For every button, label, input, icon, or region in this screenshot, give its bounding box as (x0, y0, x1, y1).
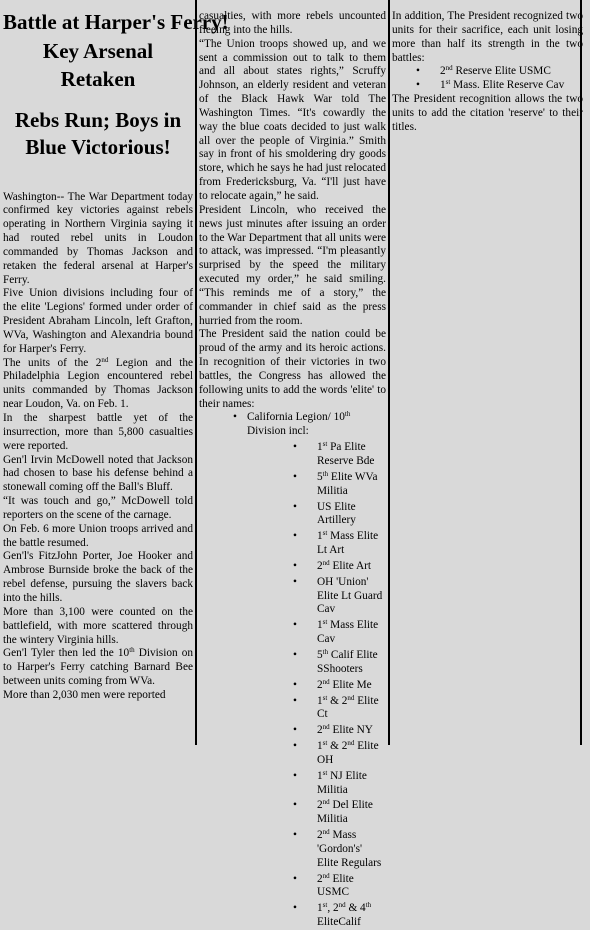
list-item: • 2nd Elite USMC (247, 873, 386, 901)
article-paragraph: More than 3,100 were counted on the battlefield, with more scattered through the wintery Virginia hills. (3, 605, 193, 646)
division-units-list (247, 441, 386, 930)
list-item: • 1st Mass Elite Lt Art (247, 530, 386, 558)
headline-line: Retaken (60, 67, 136, 91)
list-item: • 5th Elite WVa Militia (247, 471, 386, 499)
article-column-2 (197, 0, 389, 929)
article-paragraph: In addition, The President recognized two units for their sacrifice, each unit losing more than half its strength in the two battles: (392, 10, 583, 64)
list-item: • OH 'Union' Elite Lt Guard Cav (247, 576, 386, 618)
list-item: • 1st & 2nd Elite Ct (247, 695, 386, 723)
article-column-3 (390, 0, 586, 745)
elite-units-list (199, 411, 386, 930)
headline-line: Battle at Harper's Ferry! (3, 10, 229, 34)
reserve-units-list (392, 65, 583, 93)
list-item: • 2nd Elite Art (247, 560, 386, 574)
article-paragraph: “It was touch and go,” McDowell told reporters on the scene of the carnage. (3, 495, 193, 521)
article-column-1 (0, 0, 229, 745)
list-item: • 1st Mass. Elite Reserve Cav (392, 79, 583, 93)
list-item: • 1st Pa Elite Reserve Bde (247, 441, 386, 469)
article-paragraph: casualties, with more rebels uncounted fleeing into the hills. (199, 10, 386, 36)
article-paragraph: Gen'l Irvin McDowell noted that Jackson had chosen to base his defense behind a stonewall coming off the Ball's Bluff. (3, 453, 193, 494)
article-paragraph: The units of the 2nd Legion and the Philadelphia Legion encountered rebel units commanded by Thomas Jackson near Loudon, Va. on Feb. 1. (3, 355, 193, 411)
list-item: • 2nd Elite Me (247, 679, 386, 693)
article-paragraph: President Lincoln, who received the news just minutes after issuing an order to the War Department that all units were to attack, was impressed. “I'm pleasantly surprised by the speed the military executed my order,” he said smiling. “This reminds me of a story,” the commander in chief said as the press hurried from the room. (199, 203, 386, 327)
list-item: • 1st & 2nd Elite OH (247, 740, 386, 768)
article-paragraph: The President said the nation could be proud of the army and its heroic actions. In recognition of their victories in two battles, the Congress has allowed the following units to add the words 'elite' to their names: (199, 328, 386, 410)
article-paragraph: “The Union troops showed up, and we sent a commission out to talk to them and all about states rights,” Scruffy Johnson, an elderly resident and veteran of the Black Hawk War told The Washington Times. “It's cowardly the way the blue coats decided to just walk all over the people of Virginia.” Smith say in front of his smoldering dry goods store, which he says he had just relocated from Fredericksburg, Va. “I'll just have to relocate again,” he said. (199, 37, 386, 202)
list-item: • 2nd Mass 'Gordon's' Elite Regulars (247, 829, 386, 871)
article-paragraph: Gen'l Tyler then led the 10th Division on to Harper's Ferry catching Barnard Bee between units coming from WVa. (3, 646, 193, 688)
list-item: • 5th Calif Elite SShooters (247, 649, 386, 677)
article-paragraph: More than 2,030 men were reported (3, 688, 166, 701)
article-paragraph: Five Union divisions including four of the elite 'Legions' formed under order of President Abraham Lincoln, left Grafton, WVa, Washington and Alexandria bound for Harper's Ferry. (3, 287, 193, 355)
list-item: • 1st NJ Elite Militia (247, 770, 386, 798)
headline-line: Key Arsenal (42, 38, 154, 63)
list-item: • 2nd Elite NY (247, 724, 386, 738)
list-item: • 2nd Del Elite Militia (247, 799, 386, 827)
list-item: • 1st Mass Elite Cav (247, 619, 386, 647)
article-paragraph: Gen'l's FitzJohn Porter, Joe Hooker and Ambrose Burnside broke the back of the rebel defense, pursuing the slavers back into the hills. (3, 550, 193, 604)
article-paragraph: The President recognition allows the two units to add the citation 'reserve' to their titles. (392, 93, 583, 133)
subheadline: Rebs Run; Boys in Blue Victorious! (14, 107, 182, 159)
list-item: • California Legion/ 10th Division incl: • 1st Pa Elite Reserve Bde • 5th Elite WVa Militia • US Elite Artillery • 1st Mass Elite Lt Art • 2nd Elite Art • OH 'Union' Elite Lt Guard Cav • 1st Mass Elite Cav • 5th Calif Elite SShooters • 2nd Elite Me • 1st & 2nd Elite Ct • 2nd Elite NY • 1st & 2nd Elite OH • 1st NJ Elite Militia • 2nd Del Elite Militia • 2nd Mass 'Gordon's' Elite Regulars • 2nd Elite USMC • 1st, 2nd & 4th EliteCalif (199, 411, 386, 930)
article-paragraph: On Feb. 6 more Union troops arrived and the battle resumed. (3, 522, 193, 549)
article-paragraph: In the sharpest battle yet of the insurrection, more than 5,800 casualties were reported. (3, 412, 193, 452)
list-item: • 1st, 2nd & 4th EliteCalif (247, 902, 386, 930)
headline (3, 8, 229, 94)
article-paragraph: Washington-- The War Department today confirmed key victories against rebels operating in Northern Virginia saying it had routed rebel units in Loudon commanded by Thomas Jackson and retaken the federal arsenal at Harper's Ferry. (3, 190, 193, 286)
list-item: • US Elite Artillery (247, 501, 386, 529)
list-item: • 2nd Reserve Elite USMC (392, 65, 583, 79)
